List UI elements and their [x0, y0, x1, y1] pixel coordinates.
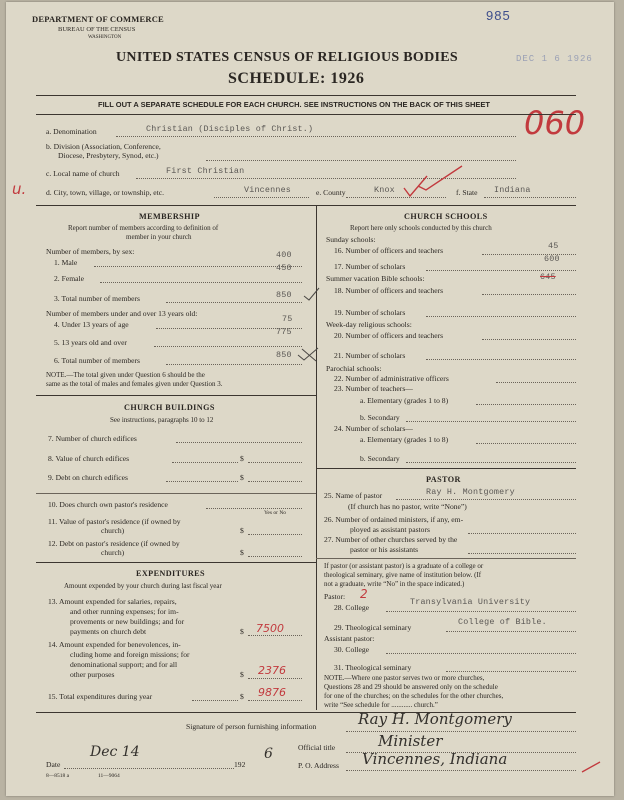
fill-line	[446, 671, 576, 672]
division-label: b. Division (Association, Conference,	[46, 142, 161, 151]
fill-line	[248, 556, 302, 557]
q11-dollar: $	[240, 526, 244, 535]
q13-label-2: and other running expenses; for im-	[70, 607, 179, 616]
assistant-subhead: Assistant pastor:	[324, 634, 375, 643]
q6-label: 6. Total number of members	[54, 356, 141, 365]
q14-value: 2376	[258, 664, 286, 677]
q29-value: College of Bible.	[458, 617, 547, 627]
q19-label: 19. Number of scholars	[334, 308, 406, 317]
official-title-value: Minister	[378, 732, 443, 750]
fill-line	[406, 421, 576, 422]
fill-line	[248, 635, 302, 636]
fill-line	[248, 678, 302, 679]
q4-value: 75	[282, 314, 293, 324]
graduate-instruction-3: not a graduate, write “No” in the space indicated.)	[324, 580, 465, 588]
fill-line	[166, 302, 302, 303]
q20-label: 20. Number of officers and teachers	[334, 331, 444, 340]
schools-sub: Report here only schools conducted by this church	[350, 224, 492, 232]
q2-label: 2. Female	[54, 274, 84, 283]
address-value: Vincennes, Indiana	[362, 750, 508, 768]
sunday-schools-label: Sunday schools:	[326, 235, 376, 244]
rule	[36, 562, 316, 563]
fill-line	[206, 160, 516, 161]
q14-label-3: denominational support; and for all	[70, 660, 178, 669]
city-name: WASHINGTON	[88, 35, 122, 40]
county-value: Knox	[374, 185, 395, 195]
fill-line	[206, 508, 302, 509]
church-name-label: c. Local name of church	[46, 169, 120, 178]
fill-line	[396, 499, 576, 500]
fill-line	[446, 631, 576, 632]
fill-line	[248, 534, 302, 535]
city-value: Vincennes	[244, 185, 292, 195]
rule	[36, 205, 576, 206]
rule	[36, 114, 576, 115]
fill-line	[100, 282, 302, 283]
q14-label: 14. Amount expended for benevolences, in-	[48, 640, 181, 649]
state-label: f. State	[456, 188, 478, 197]
q25-label: 25. Name of pastor	[324, 491, 383, 500]
q27-label-2: pastor or his assistants	[350, 545, 419, 554]
q24-label: 24. Number of scholars—	[334, 424, 413, 433]
fill-line	[484, 197, 576, 198]
q25-value: Ray H. Montgomery	[426, 487, 515, 497]
q23b-label: b. Secondary	[360, 413, 400, 422]
fill-line	[192, 700, 238, 701]
buildings-sub: See instructions, paragraphs 10 to 12	[110, 416, 214, 424]
fill-line	[468, 533, 576, 534]
census-schedule-page	[6, 2, 614, 796]
q3-value: 850	[276, 290, 292, 300]
graduate-instruction-2: theological seminary, give name of institution below. (If	[324, 571, 482, 579]
membership-sub: Report number of members according to definition of	[68, 224, 219, 232]
address-label: P. O. Address	[298, 761, 339, 770]
q13-label: 13. Amount expended for salaries, repairs,	[48, 597, 177, 606]
q13-value: 7500	[256, 622, 284, 635]
q22-label: 22. Number of administrative officers	[334, 374, 449, 383]
division-label-2: Diocese, Presbytery, Synod, etc.)	[58, 151, 159, 160]
rule	[36, 395, 316, 396]
rule	[36, 95, 576, 96]
fill-line	[482, 254, 576, 255]
expenditures-heading: EXPENDITURES	[136, 569, 205, 578]
fill-line	[476, 443, 576, 444]
form-title: UNITED STATES CENSUS OF RELIGIOUS BODIES	[116, 50, 459, 65]
pastor-note: NOTE.—Where one pastor serves two or more churches,	[324, 674, 485, 682]
q1-label: 1. Male	[54, 258, 78, 267]
q23-label: 23. Number of teachers—	[334, 384, 413, 393]
buildings-heading: CHURCH BUILDINGS	[124, 403, 215, 412]
q10-label: 10. Does church own pastor's residence	[48, 500, 168, 509]
q13-dollar: $	[240, 627, 244, 636]
q4-label: 4. Under 13 years of age	[54, 320, 129, 329]
print-number: 11—9064	[98, 773, 120, 779]
county-label: e. County	[316, 188, 346, 197]
q17-value: 600	[544, 254, 560, 264]
q9-label: 9. Debt on church edifices	[48, 473, 128, 482]
fill-line	[116, 136, 516, 137]
q14-dollar: $	[240, 670, 244, 679]
membership-heading: MEMBERSHIP	[139, 212, 200, 221]
fill-line	[176, 442, 302, 443]
fill-line	[482, 294, 576, 295]
fill-line	[248, 462, 302, 463]
weekday-schools-label: Week-day religious schools:	[326, 320, 412, 329]
q12-label-2: church)	[101, 548, 125, 557]
denomination-value: Christian (Disciples of Christ.)	[146, 124, 314, 134]
q15-value: 9876	[258, 686, 286, 699]
city-label: d. City, town, village, or township, etc.	[46, 188, 165, 197]
fill-line	[166, 481, 238, 482]
received-date-stamp: DEC 1 6 1926	[516, 54, 593, 64]
q5-label: 5. 13 years old and over	[54, 338, 127, 347]
membership-sub-2: member in your church	[126, 233, 192, 241]
graduate-instruction: If pastor (or assistant pastor) is a graduate of a college or	[324, 562, 484, 570]
q11-label: 11. Value of pastor's residence (if owned by	[48, 517, 181, 526]
signature-value: Ray H. Montgomery	[358, 710, 512, 728]
q24b-label: b. Secondary	[360, 454, 400, 463]
schools-heading: CHURCH SCHOOLS	[404, 212, 488, 221]
instruction-line: FILL OUT A SEPARATE SCHEDULE FOR EACH CHURCH. SEE INSTRUCTIONS ON THE BACK OF THIS SHEET	[98, 100, 490, 109]
stamp-number: 985	[486, 8, 511, 23]
q13-label-4: payments on church debt	[70, 627, 147, 636]
form-number: 8—8518 a	[46, 773, 70, 779]
q1-value: 400	[276, 250, 292, 260]
q29-label: 29. Theological seminary	[334, 623, 412, 632]
fill-line	[426, 316, 576, 317]
fill-line	[214, 197, 309, 198]
check-mark-icon	[296, 347, 322, 363]
q16-label: 16. Number of officers and teachers	[334, 246, 444, 255]
schedule-title: SCHEDULE: 1926	[228, 70, 365, 87]
red-check-icon	[580, 758, 604, 776]
q12-dollar: $	[240, 548, 244, 557]
denomination-label: a. Denomination	[46, 127, 97, 136]
q7-label: 7. Number of church edifices	[48, 434, 137, 443]
pastor-note-2: Questions 28 and 29 should be answered only on the schedule	[324, 683, 498, 691]
q14-label-4: other purposes	[70, 670, 115, 679]
date-label: Date	[46, 760, 61, 769]
q21-label: 21. Number of scholars	[334, 351, 406, 360]
pastor-heading: PASTOR	[426, 475, 461, 484]
fill-line	[248, 700, 302, 701]
pastor-red-mark: 2	[360, 587, 368, 601]
parochial-schools-label: Parochial schools:	[326, 364, 382, 373]
q17-label: 17. Number of scholars	[334, 262, 406, 271]
fill-line	[94, 266, 302, 267]
q25-sub: (If church has no pastor, write “None”)	[348, 502, 467, 511]
membership-note: NOTE.—The total given under Question 6 should be the	[46, 371, 205, 379]
q27-label: 27. Number of other churches served by the	[324, 535, 458, 544]
q24a-label: a. Elementary (grades 1 to 8)	[360, 435, 449, 444]
q8-dollar: $	[240, 454, 244, 463]
q14-label-2: cluding home and foreign missions; for	[70, 650, 190, 659]
membership-note-2: same as the total of males and females given under Question 3.	[46, 380, 223, 388]
fill-line	[476, 404, 576, 405]
fill-line	[426, 359, 576, 360]
date-value: Dec 14	[90, 744, 140, 760]
church-name-value: First Christian	[166, 166, 245, 176]
fill-line	[346, 770, 576, 771]
official-title-label: Official title	[298, 743, 336, 752]
fill-line	[154, 346, 302, 347]
fill-line	[426, 270, 576, 271]
q28-value: Transylvania University	[410, 597, 531, 607]
q26-label: 26. Number of ordained ministers, if any, em-	[324, 515, 464, 524]
fill-line	[482, 339, 576, 340]
q2-value: 450	[276, 263, 292, 273]
q6-value: 850	[276, 350, 292, 360]
q18-struck-value: 645	[540, 272, 556, 282]
fill-line	[386, 611, 576, 612]
yes-no-hint: Yes or No	[264, 510, 287, 516]
department-name: DEPARTMENT OF COMMERCE	[32, 14, 164, 24]
q12-label: 12. Debt on pastor's residence (if owned by	[48, 539, 180, 548]
by-sex-label: Number of members, by sex:	[46, 247, 135, 256]
fill-line	[386, 653, 576, 654]
q15-dollar: $	[240, 692, 244, 701]
pastor-note-3: for one of the churches; on the schedules for the other churches,	[324, 692, 504, 700]
fill-line	[468, 553, 576, 554]
q28-label: 28. College	[334, 603, 370, 612]
q16-value: 45	[548, 241, 559, 251]
q18-label: 18. Number of officers and teachers	[334, 286, 444, 295]
q23a-label: a. Elementary (grades 1 to 8)	[360, 396, 449, 405]
bureau-name: BUREAU OF THE CENSUS	[58, 26, 136, 33]
state-value: Indiana	[494, 185, 531, 195]
signature-label: Signature of person furnishing information	[186, 722, 317, 731]
q31-label: 31. Theological seminary	[334, 663, 412, 672]
red-city-mark: u.	[12, 180, 27, 198]
year-prefix: 192	[234, 760, 246, 769]
q3-label: 3. Total number of members	[54, 294, 141, 303]
age-intro-label: Number of members under and over 13 years old:	[46, 309, 198, 318]
pastor-subhead: Pastor:	[324, 592, 346, 601]
rule	[316, 468, 576, 469]
pastor-note-4: write “See schedule for ............ church.”	[324, 701, 438, 709]
fill-line	[248, 481, 302, 482]
red-code: 060	[524, 104, 586, 142]
q11-label-2: church)	[101, 526, 125, 535]
fill-line	[172, 462, 238, 463]
rule	[36, 493, 316, 494]
q30-label: 30. College	[334, 645, 370, 654]
rule	[316, 558, 576, 559]
summer-schools-label: Summer vacation Bible schools:	[326, 274, 425, 283]
q8-label: 8. Value of church edifices	[48, 454, 130, 463]
red-check-icon	[401, 174, 431, 200]
column-divider	[316, 205, 317, 710]
fill-line	[64, 768, 234, 769]
fill-line	[406, 462, 576, 463]
q5-value: 775	[276, 327, 292, 337]
q13-label-3: provements or new buildings; and for	[70, 617, 185, 626]
fill-line	[166, 364, 302, 365]
check-mark-icon	[302, 286, 322, 302]
expenditures-sub: Amount expended by your church during last fiscal year	[64, 582, 222, 590]
q9-dollar: $	[240, 473, 244, 482]
fill-line	[346, 197, 446, 198]
q26-label-2: ployed as assistant pastors	[350, 525, 430, 534]
year-suffix: 6	[264, 746, 273, 762]
fill-line	[496, 382, 576, 383]
q15-label: 15. Total expenditures during year	[48, 692, 153, 701]
